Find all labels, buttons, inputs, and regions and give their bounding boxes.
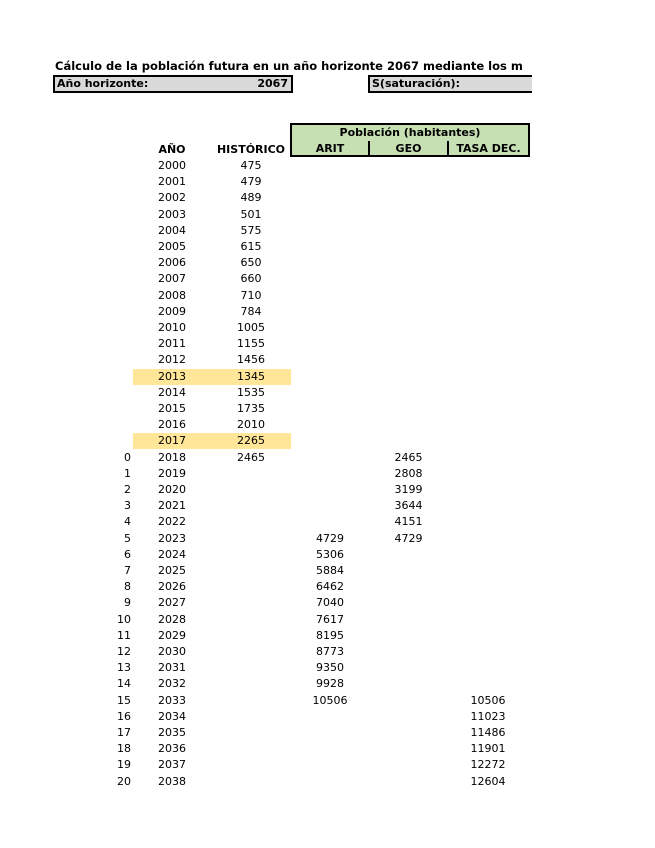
cell-arit[interactable]: 5306 <box>316 547 344 561</box>
cell-idx[interactable]: 8 <box>124 580 131 594</box>
cell-arit[interactable] <box>292 725 368 741</box>
cell-arit[interactable]: 9928 <box>316 677 344 691</box>
cell-tasa[interactable]: 11901 <box>470 742 506 756</box>
saturation-field[interactable] <box>368 75 532 93</box>
table-row <box>0 401 655 417</box>
cell-arit[interactable] <box>292 433 368 449</box>
table-row <box>0 466 655 482</box>
cell-arit[interactable] <box>292 466 368 482</box>
cell-arit[interactable]: 7040 <box>316 596 344 610</box>
cell-hist[interactable]: 479 <box>240 175 262 189</box>
cell-year[interactable]: 2028 <box>158 612 186 626</box>
cell-geo[interactable] <box>370 304 447 320</box>
cell-tasa[interactable] <box>449 417 527 433</box>
cell-geo[interactable] <box>370 352 447 368</box>
cell-tasa[interactable]: 12604 <box>470 774 506 788</box>
table-row <box>0 563 655 579</box>
cell-arit[interactable] <box>292 385 368 401</box>
cell-tasa[interactable] <box>449 612 527 628</box>
table-row <box>0 336 655 352</box>
table-row <box>0 579 655 595</box>
historic-column-header: HISTÓRICO <box>216 143 286 156</box>
cell-geo[interactable] <box>370 190 447 206</box>
cell-hist[interactable] <box>215 595 287 611</box>
cell-arit[interactable] <box>292 190 368 206</box>
cell-year[interactable]: 2020 <box>158 483 186 496</box>
cell-tasa[interactable]: 12272 <box>470 758 506 772</box>
cell-idx[interactable]: 4 <box>124 515 131 529</box>
table-row <box>0 304 655 320</box>
cell-tasa[interactable] <box>449 547 527 563</box>
cell-idx[interactable]: 20 <box>117 774 131 788</box>
cell-hist[interactable] <box>215 644 287 660</box>
cell-idx[interactable] <box>100 207 131 223</box>
population-group-header: Población (habitantes) <box>290 123 530 143</box>
cell-arit[interactable] <box>292 401 368 417</box>
cell-hist[interactable]: 1535 <box>237 385 265 399</box>
cell-idx[interactable]: 9 <box>124 596 131 610</box>
cell-hist[interactable] <box>215 466 287 482</box>
cell-year[interactable]: 2025 <box>158 564 186 577</box>
cell-hist[interactable]: 1345 <box>237 369 265 383</box>
cell-geo[interactable] <box>370 579 447 595</box>
cell-geo[interactable] <box>370 644 447 660</box>
cell-hist[interactable] <box>215 693 287 709</box>
cell-hist[interactable]: 1155 <box>237 337 265 351</box>
cell-arit[interactable] <box>292 255 368 271</box>
sheet-title: Cálculo de la población futura en un año horizonte 2067 mediante los m <box>55 59 523 73</box>
cell-geo[interactable] <box>370 693 447 709</box>
cell-year[interactable]: 2027 <box>158 596 186 610</box>
cell-year[interactable]: 2018 <box>158 450 186 464</box>
cell-year[interactable]: 2009 <box>158 304 186 318</box>
cell-year[interactable]: 2000 <box>158 159 186 172</box>
table-row <box>0 417 655 433</box>
cell-hist[interactable]: 575 <box>240 223 262 237</box>
cell-tasa[interactable] <box>449 466 527 482</box>
cell-idx[interactable] <box>100 158 131 174</box>
cell-idx[interactable]: 16 <box>117 709 131 723</box>
cell-geo[interactable] <box>370 401 447 417</box>
cell-year[interactable]: 2024 <box>158 547 186 561</box>
cell-geo[interactable]: 3199 <box>394 483 423 496</box>
cell-hist[interactable]: 784 <box>240 304 262 318</box>
table-row <box>0 595 655 611</box>
cell-year[interactable]: 2001 <box>158 175 186 189</box>
cell-hist[interactable] <box>215 676 287 692</box>
cell-idx[interactable]: 17 <box>117 726 131 739</box>
cell-hist[interactable] <box>215 531 287 547</box>
table-row <box>0 385 655 401</box>
cell-arit[interactable]: 7617 <box>316 612 344 626</box>
cell-hist[interactable]: 501 <box>240 207 262 221</box>
table-row <box>0 725 655 741</box>
cell-year[interactable]: 2004 <box>158 223 186 237</box>
cell-tasa[interactable] <box>449 304 527 320</box>
cell-hist[interactable] <box>215 482 287 498</box>
arit-column-header: ARIT <box>290 141 370 157</box>
cell-idx[interactable] <box>100 336 131 352</box>
cell-geo[interactable] <box>370 612 447 628</box>
cell-arit[interactable] <box>292 774 368 790</box>
cell-arit[interactable] <box>292 320 368 336</box>
cell-tasa[interactable] <box>449 514 527 530</box>
cell-hist[interactable] <box>215 579 287 595</box>
table-row <box>0 774 655 790</box>
cell-idx[interactable] <box>100 352 131 368</box>
saturation-label: S(saturación): <box>372 77 460 90</box>
cell-idx[interactable]: 12 <box>117 645 131 658</box>
cell-hist[interactable] <box>215 628 287 644</box>
cell-geo[interactable]: 4729 <box>394 531 423 545</box>
table-row <box>0 612 655 628</box>
cell-year[interactable]: 2017 <box>158 434 186 448</box>
cell-year[interactable]: 2002 <box>158 191 186 205</box>
cell-hist[interactable] <box>215 757 287 773</box>
cell-tasa[interactable] <box>449 207 527 223</box>
cell-idx[interactable] <box>100 401 131 417</box>
cell-year[interactable]: 2006 <box>158 256 186 270</box>
cell-year[interactable]: 2036 <box>158 742 186 756</box>
cell-year[interactable]: 2032 <box>158 677 186 691</box>
cell-geo[interactable] <box>370 757 447 773</box>
cell-tasa[interactable] <box>449 158 527 174</box>
table-row <box>0 741 655 757</box>
table-row <box>0 514 655 530</box>
table-row <box>0 239 655 255</box>
cell-geo[interactable] <box>370 660 447 676</box>
cell-year[interactable]: 2014 <box>158 385 186 399</box>
cell-hist[interactable] <box>215 660 287 676</box>
cell-tasa[interactable] <box>449 352 527 368</box>
table-row <box>0 450 655 466</box>
cell-idx[interactable]: 10 <box>117 612 131 626</box>
cell-year[interactable]: 2023 <box>158 531 186 545</box>
cell-tasa[interactable] <box>449 369 527 385</box>
cell-idx[interactable]: 6 <box>124 547 131 561</box>
cell-arit[interactable] <box>292 304 368 320</box>
cell-tasa[interactable] <box>449 271 527 287</box>
cell-tasa[interactable]: 10506 <box>470 693 506 707</box>
cell-year[interactable]: 2021 <box>158 499 186 513</box>
table-row <box>0 288 655 304</box>
cell-idx[interactable]: 14 <box>117 677 131 691</box>
cell-geo[interactable] <box>370 320 447 336</box>
cell-idx[interactable]: 7 <box>124 564 131 577</box>
cell-geo[interactable]: 2465 <box>394 450 423 464</box>
cell-geo[interactable] <box>370 774 447 790</box>
horizon-year-field[interactable] <box>53 75 293 93</box>
cell-year[interactable]: 2037 <box>158 758 186 772</box>
cell-arit[interactable] <box>292 158 368 174</box>
cell-idx[interactable] <box>100 417 131 433</box>
cell-idx[interactable] <box>100 190 131 206</box>
table-row <box>0 757 655 773</box>
cell-year[interactable]: 2005 <box>158 240 186 253</box>
cell-arit[interactable] <box>292 174 368 190</box>
cell-hist[interactable]: 1735 <box>237 402 265 415</box>
cell-geo[interactable] <box>370 709 447 725</box>
cell-hist[interactable] <box>215 612 287 628</box>
cell-tasa[interactable] <box>449 239 527 255</box>
cell-idx[interactable] <box>100 433 131 449</box>
table-row <box>0 207 655 223</box>
cell-arit[interactable] <box>292 709 368 725</box>
cell-hist[interactable] <box>215 741 287 757</box>
cell-tasa[interactable] <box>449 336 527 352</box>
cell-tasa[interactable] <box>449 579 527 595</box>
cell-tasa[interactable] <box>449 563 527 579</box>
cell-idx[interactable]: 15 <box>117 693 131 707</box>
cell-arit[interactable] <box>292 239 368 255</box>
cell-arit[interactable] <box>292 271 368 287</box>
cell-geo[interactable] <box>370 271 447 287</box>
cell-geo[interactable]: 3644 <box>394 499 423 513</box>
cell-year[interactable]: 2026 <box>158 580 186 594</box>
cell-arit[interactable] <box>292 336 368 352</box>
cell-arit[interactable] <box>292 288 368 304</box>
cell-geo[interactable]: 2808 <box>394 466 423 480</box>
cell-year[interactable]: 2007 <box>158 272 186 286</box>
cell-idx[interactable] <box>100 288 131 304</box>
cell-arit[interactable] <box>292 450 368 466</box>
cell-arit[interactable] <box>292 369 368 385</box>
cell-hist[interactable] <box>215 709 287 725</box>
table-row <box>0 369 655 385</box>
cell-idx[interactable] <box>100 385 131 401</box>
cell-geo[interactable] <box>370 369 447 385</box>
horizon-year-label: Año horizonte: <box>57 77 149 90</box>
cell-hist[interactable]: 710 <box>240 288 262 302</box>
cell-tasa[interactable] <box>449 595 527 611</box>
cell-hist[interactable]: 1005 <box>237 321 265 334</box>
cell-hist[interactable]: 1456 <box>237 353 265 367</box>
cell-idx[interactable] <box>100 239 131 255</box>
table-row <box>0 498 655 514</box>
cell-hist[interactable]: 489 <box>240 191 262 205</box>
cell-arit[interactable]: 10506 <box>312 693 348 707</box>
table-row <box>0 158 655 174</box>
cell-arit[interactable]: 6462 <box>316 580 344 594</box>
cell-tasa[interactable] <box>449 628 527 644</box>
cell-tasa[interactable] <box>449 288 527 304</box>
cell-hist[interactable]: 660 <box>240 272 262 286</box>
cell-geo[interactable] <box>370 239 447 255</box>
cell-tasa[interactable] <box>449 320 527 336</box>
cell-idx[interactable]: 19 <box>117 758 131 772</box>
cell-tasa[interactable] <box>449 401 527 417</box>
cell-year[interactable]: 2013 <box>158 369 186 383</box>
cell-arit[interactable]: 4729 <box>316 531 344 545</box>
cell-geo[interactable] <box>370 255 447 271</box>
table-row <box>0 660 655 676</box>
cell-arit[interactable]: 8195 <box>316 628 344 642</box>
cell-arit[interactable]: 8773 <box>316 645 344 658</box>
table-row <box>0 531 655 547</box>
cell-idx[interactable]: 11 <box>117 628 131 642</box>
cell-geo[interactable] <box>370 628 447 644</box>
cell-year[interactable]: 2029 <box>158 628 186 642</box>
cell-arit[interactable] <box>292 207 368 223</box>
table-row <box>0 628 655 644</box>
cell-idx[interactable]: 3 <box>124 499 131 513</box>
cell-tasa[interactable]: 11486 <box>470 726 506 739</box>
cell-geo[interactable] <box>370 741 447 757</box>
cell-tasa[interactable] <box>449 174 527 190</box>
cell-geo[interactable]: 4151 <box>394 515 423 529</box>
table-row <box>0 223 655 239</box>
cell-hist[interactable] <box>215 774 287 790</box>
cell-hist[interactable] <box>215 498 287 514</box>
cell-hist[interactable] <box>215 563 287 579</box>
cell-tasa[interactable] <box>449 450 527 466</box>
cell-tasa[interactable] <box>449 255 527 271</box>
cell-tasa[interactable] <box>449 531 527 547</box>
cell-year[interactable]: 2010 <box>158 321 186 334</box>
table-row <box>0 174 655 190</box>
cell-tasa[interactable] <box>449 660 527 676</box>
table-row <box>0 433 655 449</box>
cell-geo[interactable] <box>370 433 447 449</box>
geo-column-header: GEO <box>368 141 449 157</box>
cell-hist[interactable] <box>215 725 287 741</box>
cell-idx[interactable] <box>100 223 131 239</box>
cell-year[interactable]: 2003 <box>158 207 186 221</box>
cell-idx[interactable] <box>100 320 131 336</box>
cell-tasa[interactable] <box>449 433 527 449</box>
cell-tasa[interactable] <box>449 223 527 239</box>
cell-arit[interactable]: 5884 <box>316 564 344 577</box>
cell-idx[interactable] <box>100 304 131 320</box>
table-row <box>0 693 655 709</box>
cell-geo[interactable] <box>370 725 447 741</box>
cell-arit[interactable] <box>292 741 368 757</box>
cell-tasa[interactable] <box>449 190 527 206</box>
cell-idx[interactable]: 1 <box>124 466 131 480</box>
table-row <box>0 320 655 336</box>
cell-year[interactable]: 2034 <box>158 709 186 723</box>
cell-year[interactable]: 2030 <box>158 645 186 658</box>
cell-idx[interactable]: 13 <box>117 661 131 675</box>
cell-geo[interactable] <box>370 336 447 352</box>
cell-year[interactable]: 2038 <box>158 774 186 788</box>
cell-year[interactable]: 2035 <box>158 726 186 739</box>
cell-hist[interactable]: 615 <box>240 240 262 253</box>
table-row <box>0 271 655 287</box>
cell-hist[interactable] <box>215 547 287 563</box>
cell-year[interactable]: 2015 <box>158 402 186 415</box>
cell-tasa[interactable] <box>449 644 527 660</box>
cell-year[interactable]: 2011 <box>158 337 186 351</box>
cell-hist[interactable]: 2265 <box>237 434 265 448</box>
cell-geo[interactable] <box>370 207 447 223</box>
table-row <box>0 255 655 271</box>
cell-tasa[interactable] <box>449 676 527 692</box>
cell-hist[interactable]: 650 <box>240 256 262 270</box>
cell-idx[interactable]: 5 <box>124 531 131 545</box>
cell-year[interactable]: 2019 <box>158 466 186 480</box>
cell-idx[interactable]: 0 <box>124 450 131 464</box>
cell-hist[interactable]: 475 <box>240 159 262 172</box>
horizon-year-value[interactable]: 2067 <box>257 77 288 90</box>
cell-arit[interactable] <box>292 417 368 433</box>
cell-geo[interactable] <box>370 563 447 579</box>
cell-geo[interactable] <box>370 547 447 563</box>
cell-idx[interactable] <box>100 271 131 287</box>
cell-year[interactable]: 2033 <box>158 693 186 707</box>
cell-arit[interactable]: 9350 <box>316 661 344 675</box>
cell-year[interactable]: 2012 <box>158 353 186 367</box>
cell-hist[interactable] <box>215 514 287 530</box>
cell-tasa[interactable] <box>449 385 527 401</box>
cell-year[interactable]: 2022 <box>158 515 186 529</box>
cell-idx[interactable] <box>100 369 131 385</box>
cell-hist[interactable]: 2465 <box>237 450 265 464</box>
cell-geo[interactable] <box>370 288 447 304</box>
cell-arit[interactable] <box>292 498 368 514</box>
cell-year[interactable]: 2031 <box>158 661 186 675</box>
cell-tasa[interactable] <box>449 498 527 514</box>
cell-geo[interactable] <box>370 385 447 401</box>
cell-geo[interactable] <box>370 595 447 611</box>
cell-year[interactable]: 2016 <box>158 418 186 432</box>
year-column-header: AÑO <box>158 143 186 156</box>
table-row <box>0 352 655 368</box>
table-row <box>0 547 655 563</box>
cell-geo[interactable] <box>370 417 447 433</box>
table-row <box>0 676 655 692</box>
cell-idx[interactable] <box>100 174 131 190</box>
cell-year[interactable]: 2008 <box>158 288 186 302</box>
cell-arit[interactable] <box>292 223 368 239</box>
tasa-column-header: TASA DEC. <box>447 141 530 157</box>
cell-arit[interactable] <box>292 352 368 368</box>
table-row <box>0 482 655 498</box>
cell-geo[interactable] <box>370 223 447 239</box>
cell-arit[interactable] <box>292 482 368 498</box>
cell-geo[interactable] <box>370 158 447 174</box>
table-row <box>0 709 655 725</box>
cell-arit[interactable] <box>292 514 368 530</box>
cell-tasa[interactable]: 11023 <box>470 709 506 723</box>
cell-idx[interactable]: 2 <box>124 483 131 496</box>
cell-tasa[interactable] <box>449 482 527 498</box>
table-row <box>0 644 655 660</box>
cell-idx[interactable] <box>100 255 131 271</box>
cell-geo[interactable] <box>370 676 447 692</box>
cell-hist[interactable]: 2010 <box>237 418 265 432</box>
cell-idx[interactable]: 18 <box>117 742 131 756</box>
table-row <box>0 190 655 206</box>
cell-geo[interactable] <box>370 174 447 190</box>
cell-arit[interactable] <box>292 757 368 773</box>
